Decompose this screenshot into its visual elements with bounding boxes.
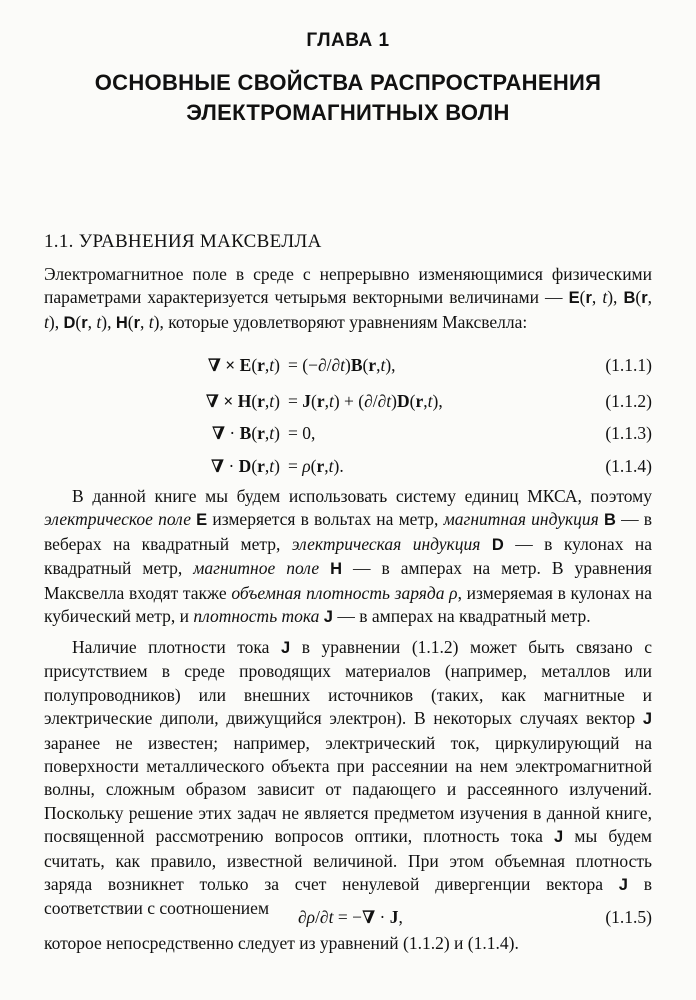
equation-number-2: (1.1.2) bbox=[605, 391, 652, 411]
equation-number-3: (1.1.3) bbox=[605, 423, 652, 443]
equation-5: ∂ρ/∂t = −∇ · J, (1.1.5) bbox=[298, 907, 652, 927]
chapter-heading: ГЛАВА 1 bbox=[306, 30, 390, 51]
paragraph-current: Наличие плотности тока J в уравнении (1.1.2) может быть связано с присутствием в среде проводящих материалов (например, металлов или полупроводников) или внешних источников (таких, как магнитные и электрические диполи, движущийся электрон). В некоторых случаях вектор J заранее не известен; например, электрический ток, циркулирующий на поверхности металлического объекта при рассеянии на нем электромагнитной волны, сложным образом зависит от падающего и рассеянного излучений. Поскольку решение этих задач не является предметом изучения в данной книге, посвященной рассмотрению вопросов оптики, плотность тока J мы будем считать, как правило, известной величиной. При этом объемная плотность заряда возникнет только за счет ненулевой дивергенции вектора J в соответствии с соотношением bbox=[44, 637, 653, 919]
equation-4: ∇ · D(r,t) = ρ(r,t). (1.1.4) bbox=[210, 456, 652, 476]
paragraph-units: В данной книге мы будем использовать систему единиц МКСА, поэтому электрическое поле E измеряется в вольтах на метр, магнитная индукция B — в веберах на квадратный метр, электрическая индукция D — в кулонах на квадратный метр, магнитное поле H — в амперах на метр. В уравнения Максвелла входят также объемная плотность заряда ρ, измеряемая в кулонах на кубический метр, и плотность тока J — в амперах на квадратный метр. bbox=[44, 486, 653, 627]
equation-1: ∇ × E(r,t) = (−∂/∂t)B(r,t), (1.1.1) bbox=[207, 355, 652, 375]
equation-number-5: (1.1.5) bbox=[605, 907, 652, 927]
paragraph-closing: которое непосредственно следует из уравнений (1.1.2) и (1.1.4). bbox=[44, 933, 519, 953]
equation-number-4: (1.1.4) bbox=[605, 456, 652, 476]
section-heading: 1.1. УРАВНЕНИЯ МАКСВЕЛЛА bbox=[44, 231, 322, 252]
chapter-title-line-1: ОСНОВНЫЕ СВОЙСТВА РАСПРОСТРАНЕНИЯ bbox=[94, 70, 602, 95]
chapter-title bbox=[0, 68, 696, 128]
equation-2: ∇ × H(r,t) = J(r,t) + (∂/∂t)D(r,t), (1.1.2) bbox=[205, 391, 652, 411]
equation-number-1: (1.1.1) bbox=[605, 355, 652, 375]
paragraph-intro: Электромагнитное поле в среде с непрерывно изменяющимися физическими параметрами характеризуется четырьмя векторными величинами — E(r, t), B(r, t), D(r, t), H(r, t), которые удовлетворяют уравнениям Максвелла: bbox=[44, 264, 653, 332]
chapter-title-line-2: ЭЛЕКТРОМАГНИТНЫХ ВОЛН bbox=[186, 100, 510, 125]
equation-3: ∇ · B(r,t) = 0, (1.1.3) bbox=[211, 423, 652, 443]
